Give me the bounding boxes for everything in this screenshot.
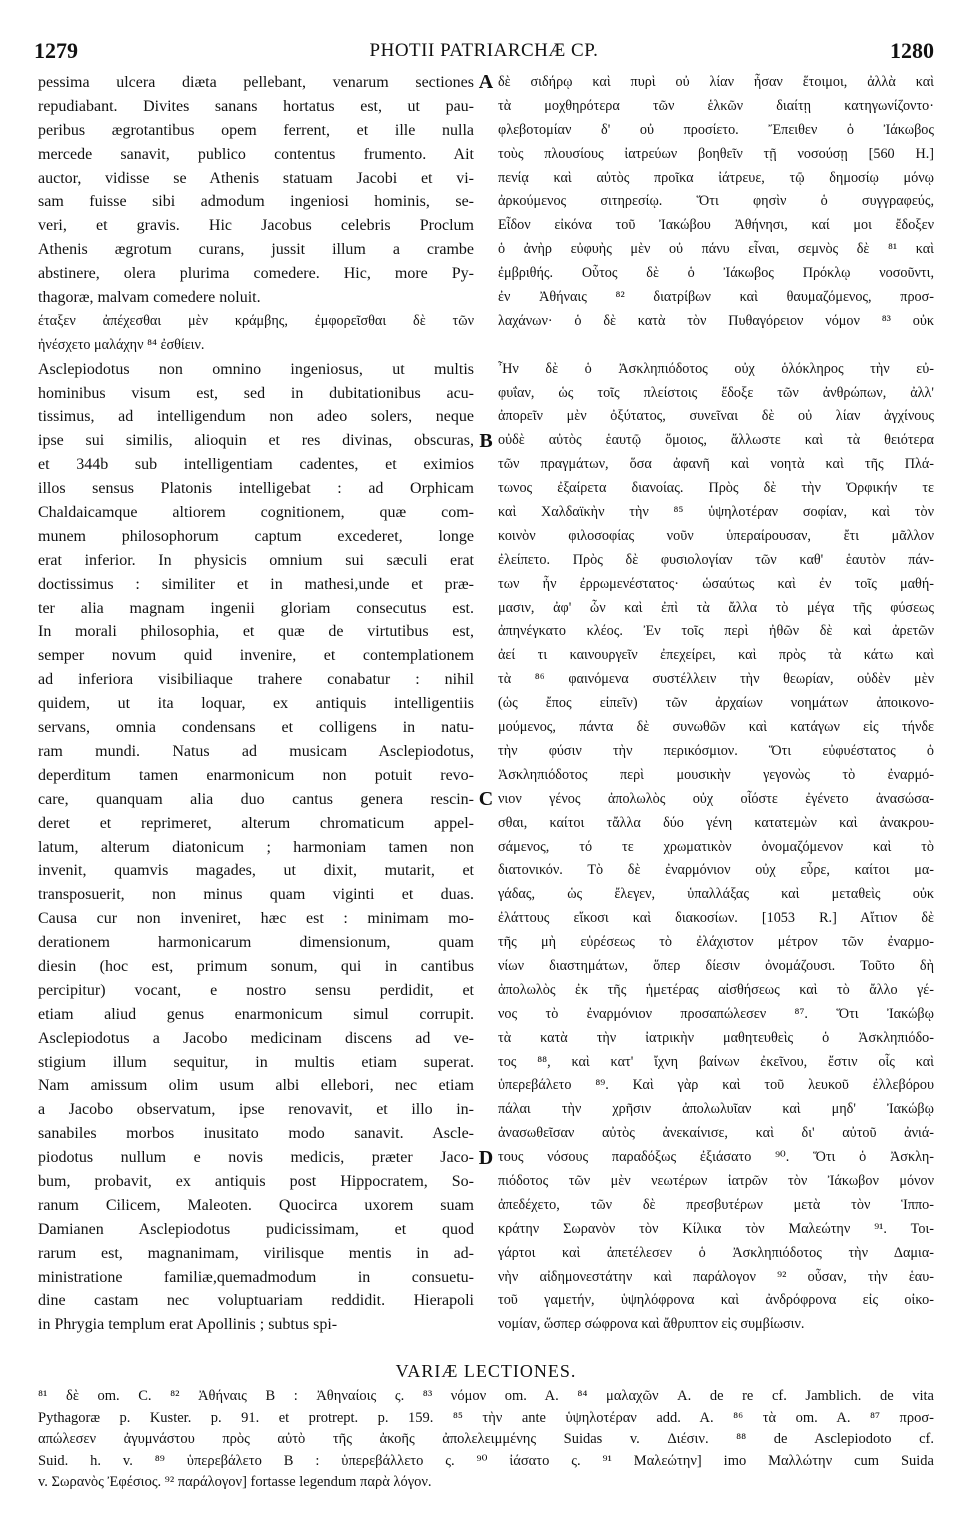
latin-text-line: deperditum tamen enarmonicum non potuit revo- xyxy=(38,766,474,784)
latin-text-line: care, quanquam alia duo cantus genera rescin- xyxy=(38,790,474,808)
latin-text-line: illos sensus Platonis intelligebat : ad Orphicam xyxy=(38,480,474,498)
section-marker: D xyxy=(478,1146,494,1169)
greek-text-line: Ἦν δὲ ὁ Ἀσκληπιόδοτος οὐχ ὁλόκληρος τὴν εὐ- xyxy=(498,360,934,377)
variant-reading-line: Pythagoræ p. Kuster. p. 91. et protrept. p. 159. ⁸⁵ τὴν ante ὑψηλοτέραν add. A. ⁸⁶ τὰ om. A. ⁸⁷ προσ- xyxy=(38,1409,934,1426)
variae-lines xyxy=(38,1386,934,1494)
page-number-left: 1279 xyxy=(34,38,78,63)
latin-text-line: thagoræ, malvam comedere noluit. xyxy=(38,289,261,307)
greek-text-line: τὰ μοχθηρότερα τῶν ἑλκῶν διαίτῃ κατηγωνίζοντο· xyxy=(498,97,934,114)
latin-text-line: tissimus, ad intelligendum non adeo solers, neque xyxy=(38,408,474,426)
latin-text-line: diesin (hoc est, primum sonum, qui in cantibus xyxy=(38,957,474,975)
latin-text-line: derationem harmonicarum dimensionum, quam xyxy=(38,934,474,952)
greek-text-line: ἀνασωθεῖσαν αὐτὸς ἀνεκαίνισε, καὶ δι' αὐτοῦ ἀνιά- xyxy=(498,1125,934,1142)
section-marker: C xyxy=(478,788,494,810)
page-header xyxy=(34,38,934,64)
greek-text-line: τοῦ γαμετήν, ὑψηλόφρονα καὶ ἀνδρόφρονα εἰς οἰκο- xyxy=(498,1292,934,1309)
greek-text-line: ἀπεδέχετο, τῶν δὲ πρεσβυτέρων μετὰ τὸν Ἱππο- xyxy=(498,1196,934,1213)
latin-text-line: latum, alterum diatonicum ; harmoniam tamen non xyxy=(38,838,474,856)
page-number-right: 1280 xyxy=(890,38,934,63)
greek-text-line: πάλαι τὴν χρῆσιν ἀπολωλυῖαν καὶ μηδ' Ἰακώβῳ xyxy=(498,1101,934,1118)
variant-reading-line: Suid. h. v. ⁸⁹ ὑπερεβάλετο B : ὑπερεβάλλετο ς. ⁹⁰ ἰάσατο ς. ⁹¹ Μαλεώτην] imo Μαλλώτην cum Suida xyxy=(38,1452,934,1469)
greek-text-line: νὴν αἰδημονεστάτην καὶ παράλογον ⁹² οὖσαν, τὴν ἑαυ- xyxy=(498,1268,934,1285)
latin-text-line: ipse sui similis, alioquin et res divinas, obscuras, xyxy=(38,432,474,450)
greek-text-line: τος ⁸⁸, καὶ κατ' ἴχνη βαίνων ἐκεῖνου, ἔστιν οἷς καὶ xyxy=(498,1053,934,1070)
latin-text-line: ram mundi. Natus ad musicam Asclepiodotus, xyxy=(38,742,474,760)
latin-text-line: piodotus nullum e novis medicis, præter Jaco- xyxy=(38,1149,474,1167)
variant-reading-line: v. Σωρανὸς Ἐφέσιος. ⁹² παράλογον] fortasse legendum παρὰ λόγον. xyxy=(38,1474,432,1490)
latin-text-line: rarum est, magnanimam, virilisque mentis in ad- xyxy=(38,1244,474,1262)
greek-text-line: νιον γένος ἀπολωλὸς οὐχ οἷόστε ἐγένετο ἀνασώσα- xyxy=(498,790,934,807)
greek-text-line: τῶν πραγμάτων, ὅσα ἀφανῆ καὶ νοητὰ καὶ τῆς Πλά- xyxy=(498,456,934,473)
greek-text-line: νος τὸ ἐναρμόνιον προσαπώλεσεν ⁸⁷. Ὅτι Ἰακώβῳ xyxy=(498,1005,934,1022)
latin-text-line: Damianen Asclepiodotus pudicissimam, et quod xyxy=(38,1220,474,1238)
latin-text-line: έταξεν ἀπέχεσθαι μὲν κράμβης, ἐμφορεῖσθαι δὲ τῶν xyxy=(38,312,474,329)
greek-text-line: διατονικόν. Τὸ δὲ ἐναρμόνιον οὐχ εὗρε, καίτοι μα- xyxy=(498,862,934,879)
greek-text-line: λαχάνων· ὁ δὲ κατὰ τὸν Πυθαγόρειον νόμον ⁸³ οὐκ xyxy=(498,312,934,329)
greek-text-line: ἀεί τι καινουργεῖν ἐπεχείρει, καὶ πρὸς τὰ κάτω καὶ xyxy=(498,647,934,664)
latin-text-line: erat inferior. In physicis omnium sui sæculi erat xyxy=(38,551,474,569)
variae-lectiones xyxy=(38,1356,934,1494)
greek-text-line: καὶ Χαλδαϊκὴν τὴν ⁸⁵ ὑψηλοτέραν σοφίαν, καὶ τὸν xyxy=(498,504,934,521)
variae-title: VARIÆ LECTIONES. xyxy=(395,1361,577,1381)
latin-text-line: semper novum quid invenire, et contemplationem xyxy=(38,647,474,665)
greek-text-line: Εἶδον εἰκόνα τοῦ Ἰακώβου Ἀθήνησι, καί μοι ἔδοξεν xyxy=(498,217,934,234)
latin-text-line: Nam amissum olim usum albi ellebori, nec etiam xyxy=(38,1077,474,1095)
latin-text-line: veri, et gravis. Hic Jacobus celebris Proclum xyxy=(38,217,474,235)
greek-text-line xyxy=(498,334,934,358)
greek-text-line: γάρτοι καὶ ἀπετέλεσεν ὁ Ἀσκληπιόδοτος τὴν Δαμια- xyxy=(498,1244,934,1261)
greek-text-line: ἀρκούμενος σιτηρεσίῳ. Ὅτι φησὶν ὁ συγγραφεύς, xyxy=(498,193,934,210)
variant-reading-line: ⁸¹ δὲ om. C. ⁸² Ἀθήναις B : Ἀθηναίοις ς. ⁸³ νόμον om. A. ⁸⁴ μαλαχῶν A. de re cf. Jamblich. de vita xyxy=(38,1388,934,1404)
greek-text-line: ἐμβριθής. Οὗτος δὲ ὁ Ἰάκωβος Πρόκλῳ νοσοῦντι, xyxy=(498,265,934,282)
latin-text-line: munem philosophorum captum excederet, longe xyxy=(38,527,474,545)
greek-text-line: κράτην Σωρανὸν τὸν Κίλικα τὸν Μαλεώτην ⁹¹. Τοι- xyxy=(498,1220,934,1237)
latin-text-line: ministratione familiæ,quemadmodum in consuetu- xyxy=(38,1268,474,1286)
latin-text-line: ter alia magnam ingenii gloriam consecutus est. xyxy=(38,599,474,617)
latin-text-line: Causa cur non inveniret, hæc est : minimam mo- xyxy=(38,910,474,928)
latin-text-line: stigium illum sequitur, in multis etiam superat. xyxy=(38,1053,474,1071)
section-marker: A xyxy=(478,71,494,93)
latin-text-line: transposuerit, non minus quam viginti et duas. xyxy=(38,886,474,904)
greek-text-line: Ἀσκληπιόδοτος περὶ μουσικὴν γεγονὼς τὸ ἐναρμό- xyxy=(498,766,934,783)
greek-text-line: μούμενος, πάντα δὲ συνωθῶν καὶ κατάγων εἰς τήνδε xyxy=(498,719,934,736)
latin-text-line: Asclepiodotus a Jacobo medicinam discens ad ve- xyxy=(38,1029,474,1047)
latin-text-line: et 344b sub intelligentiam cadentes, et eximios xyxy=(38,456,474,474)
greek-text-line: νομίαν, ὥσπερ σώφρονα καὶ ἄθρυπτον εἰς συμβίωσιν. xyxy=(498,1316,805,1333)
greek-text-line: τοὺς πλουσίους ἰατρεύων βοηθεῖν τῇ νοσούσῃ [560 H.] xyxy=(498,145,934,162)
greek-text-line: νίων διαστημάτων, ὅπερ δίεσιν ὀνομάζουσι. Τοῦτο δὴ xyxy=(498,957,934,974)
latin-text-line: servans, omnia condensans et colligens in natu- xyxy=(38,719,474,737)
latin-text-line: invenit, quamvis magades, ut dixit, mutarit, et xyxy=(38,862,474,880)
greek-text-line: γάδας, ὡς ἔλεγεν, ὑπαλλάξας καὶ μεταθεὶς οὐκ xyxy=(498,886,934,903)
latin-text-line: sanabiles morbos inusitato modo sanavit. Ascle- xyxy=(38,1125,474,1143)
latin-text-line: In morali philosophia, et quæ de virtutibus est, xyxy=(38,623,474,641)
greek-text-line: τὴν φύσιν τὴν περικόσμιον. Ὅτι εὐφυέστατος ὁ xyxy=(498,742,934,759)
latin-text-line: sam fuisse sibi admodum ingeniosi hominis, se- xyxy=(38,193,474,211)
greek-text-line: κοινὸν φιλοσοφίας νοῦν ὑπεραίρουσαν, ἔτι μᾶλλον xyxy=(498,527,934,544)
latin-text-line: pessima ulcera diæta pellebant, venarum sectiones xyxy=(38,74,474,91)
greek-text-line: σάμενος, τό τε χρωματικὸν ὀνομαζόμενον καὶ τὸ xyxy=(498,838,934,855)
greek-text-line: τῆς μὴ εὑρέσεως τὸ ἐλάχιστον μέτρον τῶν ἐναρμο- xyxy=(498,934,934,951)
greek-text-line: τὰ κατὰ τὴν ἰατρικὴν μαθητευθεὶς ὁ Ἀσκληπιόδο- xyxy=(498,1029,934,1046)
latin-text-line: Chaldaicamque altiorem cognitionem, quæ com- xyxy=(38,504,474,522)
greek-text-line: ἀπορεῖν μὲν ὀξύτατος, συνεῖναι δὲ οὐ λίαν ἀγχίνους xyxy=(498,408,934,425)
greek-text-line: πιόδοτος τῶν μὲν νεωτέρων ἰατρῶν τὸν Ἰάκωβον μόνον xyxy=(498,1172,934,1189)
latin-text-line: doctissimus : similiter et in mathesi,unde et præ- xyxy=(38,575,474,593)
latin-text-line: peribus ægrotantibus opem ferrent, et ille nulla xyxy=(38,121,474,139)
latin-text-line: ad inferiora visibiliaque trahere conabatur : nihil xyxy=(38,671,474,689)
variant-reading-line: απώλεσεν ἀγυμνάστου πρὸς αὐτὸ τῆς ἀκοῆς ἀπολελειμμένης Suidas v. Διέσιν. ⁸⁸ de Asclepiodoto cf. xyxy=(38,1431,934,1447)
latin-text-line: bum, probavit, ex antiquis post Hippocratem, So- xyxy=(38,1172,474,1190)
latin-text-line: dine castam nec voluptuariam reddidit. Hierapoli xyxy=(38,1292,474,1310)
latin-text-line: percipitur) vocant, e nostro sensu perdidit, et xyxy=(38,981,474,999)
greek-text-line: τωνος ἐξαίρετα διανοίας. Πρὸς δὲ τὴν Ὀρφικήν τε xyxy=(498,480,934,497)
latin-column xyxy=(38,71,474,1337)
greek-text-line: ἐν Ἀθήναις ⁸² διατρίβων καὶ θαυμαζόμενος, προσ- xyxy=(498,289,934,306)
greek-text-line: μασιν, ἀφ' ὧν καὶ ἐπὶ τὰ ἄλλα τὸ μέγα τῆς φύσεως xyxy=(498,599,934,616)
latin-text-line: in Phrygia templum erat Apollinis ; subtus spi- xyxy=(38,1316,338,1334)
greek-text-line: (ὡς ἔπος εἰπεῖν) τῶν ἀρχαίων νοημάτων ἀποικονο- xyxy=(498,695,934,712)
latin-text-line: deret et reprimeret, alterum chromaticum appel- xyxy=(38,814,474,832)
latin-text-line: ἠνέσχετο μαλάχην ⁸⁴ ἐσθίειν. xyxy=(38,336,205,353)
running-title: PHOTII PATRIARCHÆ CP. xyxy=(369,40,599,61)
greek-text-line: φυΐαν, ὡς τοῖς πλείστοις ἔδοξε τῶν ἀνθρώπων, ἀλλ' xyxy=(498,384,934,401)
greek-text-line: σθαι, καίτοι τἄλλα δύο γένη κατατεμὼν καὶ ἀνακρου- xyxy=(498,814,934,831)
latin-text-line: ranum Cilicem, Maleoten. Quocirca uxorem suam xyxy=(38,1196,474,1214)
latin-text-line: Athenis ægrotum curans, jussit illum a crambe xyxy=(38,241,474,259)
latin-text-line: repudiabant. Divites sanans hortatus est, ut pau- xyxy=(38,97,474,115)
latin-text-line: auctor, vidisse se Athenis statuam Jacobi et vi- xyxy=(38,169,474,187)
greek-text-line: των ἦν ἐρρωμενέστατος· ὡσαύτως καὶ ἐν τοῖς μαθή- xyxy=(498,575,934,592)
greek-text-line: ὑπερεβάλετο ⁸⁹. Καὶ γὰρ καὶ τοῦ λευκοῦ ἐλλεβόρου xyxy=(498,1077,934,1094)
greek-text-line: πενίᾳ καὶ αὐτὸς προῖκα ἰάτρευε, τῷ δημοσίῳ μόνῳ xyxy=(498,169,934,186)
latin-text-line: quidem, ut ita loquar, ex antiquis intelligentiis xyxy=(38,695,474,713)
greek-text-line: τους νόσους παραδόξως ἐξιάσατο ⁹⁰. Ὅτι ὁ Ἀσκλη- xyxy=(498,1149,934,1166)
section-marker: B xyxy=(479,429,493,452)
latin-text-line: mercede sanavit, publico contentus frumento. Ait xyxy=(38,145,474,163)
greek-column xyxy=(498,71,934,1337)
latin-text-line: hominibus visum est, sed in dubitationibus acu- xyxy=(38,384,474,402)
latin-text-line: Asclepiodotus non omnino ingeniosus, ut multis xyxy=(38,360,474,378)
greek-text-line: ὁ ἀνὴρ εὐφυὴς μὲν οὐ πάνυ εἶναι, σεμνὸς δὲ ⁸¹ καὶ xyxy=(498,241,934,258)
greek-text-line: φλεβοτομίαν δ' οὐ προσίετο. Ἔπειθεν ὁ Ἰάκωβος xyxy=(498,121,934,138)
greek-text-line: οὐδὲ αὐτὸς ἑαυτῷ ὅμοιος, ἄλλωστε καὶ τὰ θειότερα xyxy=(498,432,934,449)
latin-text-line: abstinere, olera plurima comedere. Hic, more Py- xyxy=(38,265,474,283)
latin-text-line: a Jacobo observatum, ipse renovavit, et illo in- xyxy=(38,1101,474,1119)
greek-text-line: ἀπηνέγκατο κλέος. Ἐν τοῖς περὶ ἠθῶν δὲ καὶ ἀρετῶν xyxy=(498,623,934,640)
greek-text-line: ἐλάττους εἴκοσι καὶ διακοσίων. [1053 R.] Αἴτιον δὲ xyxy=(498,910,934,927)
greek-text-line: ἐλείπετο. Πρὸς δὲ φυσιολογίαν τῶν καθ' ἑαυτὸν πάν- xyxy=(498,551,934,568)
latin-text-line: etiam aliud genus enarmonicum simul corrupit. xyxy=(38,1005,474,1023)
greek-text-line: ἀπολωλὸς ἐκ τῆς ἡμετέρας αἰσθήσεως καὶ τὸ ἄλλο γέ- xyxy=(498,981,934,998)
greek-text-line: τὰ ⁸⁶ φαινόμενα συστέλλειν τὴν θεωρίαν, οὐδὲν μὲν xyxy=(498,671,934,688)
greek-text-line: δὲ σιδήρῳ καὶ πυρὶ οὐ λίαν ἦσαν ἕτοιμοι, ἀλλὰ καὶ xyxy=(498,74,934,90)
